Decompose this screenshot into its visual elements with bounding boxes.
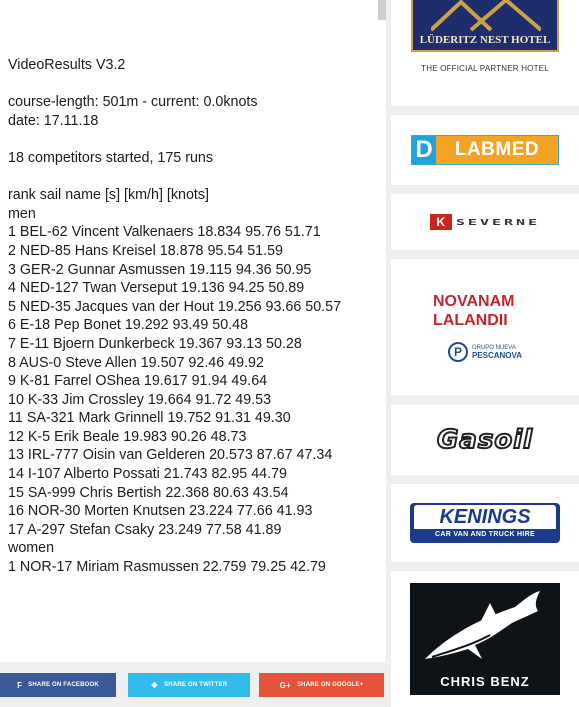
result-row: 5 NED-35 Jacques van der Hout 19.256 93.66 50.57 <box>8 298 342 315</box>
dlabmed-d: D <box>412 136 436 164</box>
men-heading: men <box>8 205 36 222</box>
result-row: 4 NED-127 Twan Verseput 19.136 94.25 50.89 <box>8 280 305 297</box>
chris-benz-text: CHRIS BENZ <box>440 674 530 689</box>
share-facebook-button[interactable] <box>0 673 116 697</box>
result-row: 7 E-11 Bjoern Dunkerbeck 19.367 93.13 50.28 <box>8 335 302 352</box>
severne-mark-icon: K <box>430 214 452 230</box>
novanam-line2: LALANDII <box>433 312 508 329</box>
sponsor-kenings[interactable] <box>391 484 579 562</box>
kenings-logo <box>410 503 560 543</box>
pescanova-icon: P <box>448 342 468 362</box>
pescanova-name: PESCANOVA <box>471 350 523 360</box>
sponsor-hotel[interactable] <box>391 0 579 106</box>
result-row: 10 K-33 Jim Crossley 19.664 91.72 49.53 <box>8 391 272 408</box>
blank-line <box>8 168 386 187</box>
share-facebook-label: SHARE ON FACEBOOK <box>28 682 99 688</box>
kenings-name: KENINGS <box>414 505 556 529</box>
result-row: 11 SA-321 Mark Grinnell 19.752 91.31 49.30 <box>8 410 291 427</box>
result-row: 1 NOR-17 Miriam Rasmussen 22.759 79.25 42.79 <box>8 559 326 576</box>
result-row: 12 K-5 Erik Beale 19.983 90.26 48.73 <box>8 428 247 445</box>
chris-benz-logo <box>410 583 560 695</box>
competitor-summary: 18 competitors started, 175 runs <box>8 149 214 166</box>
dlabmed-logo <box>411 135 559 165</box>
share-google-label: SHARE ON GOOGLE+ <box>296 682 364 688</box>
blank-line <box>8 75 386 94</box>
scrollbar[interactable] <box>378 0 386 20</box>
sponsor-sidebar <box>391 0 579 707</box>
novanam-line1: NOVANAM <box>433 293 515 310</box>
result-row: 17 A-297 Stefan Csaky 23.249 77.58 41.89 <box>8 521 282 538</box>
sponsor-novanam[interactable] <box>391 259 579 395</box>
column-header: rank sail name [s] [km/h] [knots] <box>8 187 210 204</box>
sponsor-chris-benz[interactable] <box>391 571 579 707</box>
result-row: 9 K-81 Farrel OShea 19.617 91.94 49.64 <box>8 373 268 390</box>
gasoil-logo: Gasoil <box>436 425 534 455</box>
pescanova-small: GRUPO NUEVA <box>471 344 516 351</box>
severne-logo <box>430 213 540 231</box>
twitter-icon: ❖ <box>150 680 159 690</box>
shark-icon <box>420 589 550 669</box>
result-row: 6 E-18 Pep Bonet 19.292 93.49 50.48 <box>8 317 249 334</box>
result-row: 2 NED-85 Hans Kreisel 18.878 95.54 51.59 <box>8 242 283 259</box>
share-twitter-button[interactable] <box>128 673 250 697</box>
share-twitter-label: SHARE ON TWITTER <box>164 682 228 688</box>
severne-text: SEVERNE <box>455 217 541 227</box>
course-info: course-length: 501m - current: 0.0knots <box>8 94 258 111</box>
share-google-button[interactable] <box>259 673 384 697</box>
sponsor-dlabmed[interactable] <box>391 115 579 185</box>
result-row: 3 GER-2 Gunnar Asmussen 19.115 94.36 50.95 <box>8 261 312 278</box>
blank-line <box>8 130 386 149</box>
result-row: 8 AUS-0 Steve Allen 19.507 92.46 49.92 <box>8 354 264 371</box>
hotel-roof-icon <box>431 0 541 32</box>
result-row: 16 NOR-30 Morten Knutsen 23.224 77.66 41.93 <box>8 503 313 520</box>
result-row: 14 I-107 Alberto Possati 21.743 82.95 44.79 <box>8 466 287 483</box>
hotel-name: LÜDERITZ NEST HOTEL <box>419 34 551 46</box>
result-row: 15 SA-999 Chris Bertish 22.368 80.63 43.54 <box>8 484 289 501</box>
result-row: 1 BEL-62 Vincent Valkenaers 18.834 95.76 51.71 <box>8 224 321 241</box>
result-row: 13 IRL-777 Oisin van Gelderen 20.573 87.67 47.34 <box>8 447 333 464</box>
hotel-tagline: THE OFFICIAL PARTNER HOTEL <box>421 64 549 73</box>
pescanova-logo <box>448 342 522 362</box>
sponsor-severne[interactable] <box>391 194 579 250</box>
share-bar <box>0 673 386 697</box>
date-info: date: 17.11.18 <box>8 112 99 129</box>
kenings-subtitle: CAR VAN AND TRUCK HIRE <box>435 531 535 538</box>
google-plus-icon: G+ <box>279 680 291 690</box>
results-text <box>8 56 386 577</box>
sponsor-gasoil[interactable] <box>391 405 579 475</box>
dlabmed-text: LABMED <box>436 136 558 164</box>
women-heading: women <box>8 540 55 557</box>
results-title: VideoResults V3.2 <box>8 57 126 73</box>
facebook-icon: F <box>17 680 23 690</box>
